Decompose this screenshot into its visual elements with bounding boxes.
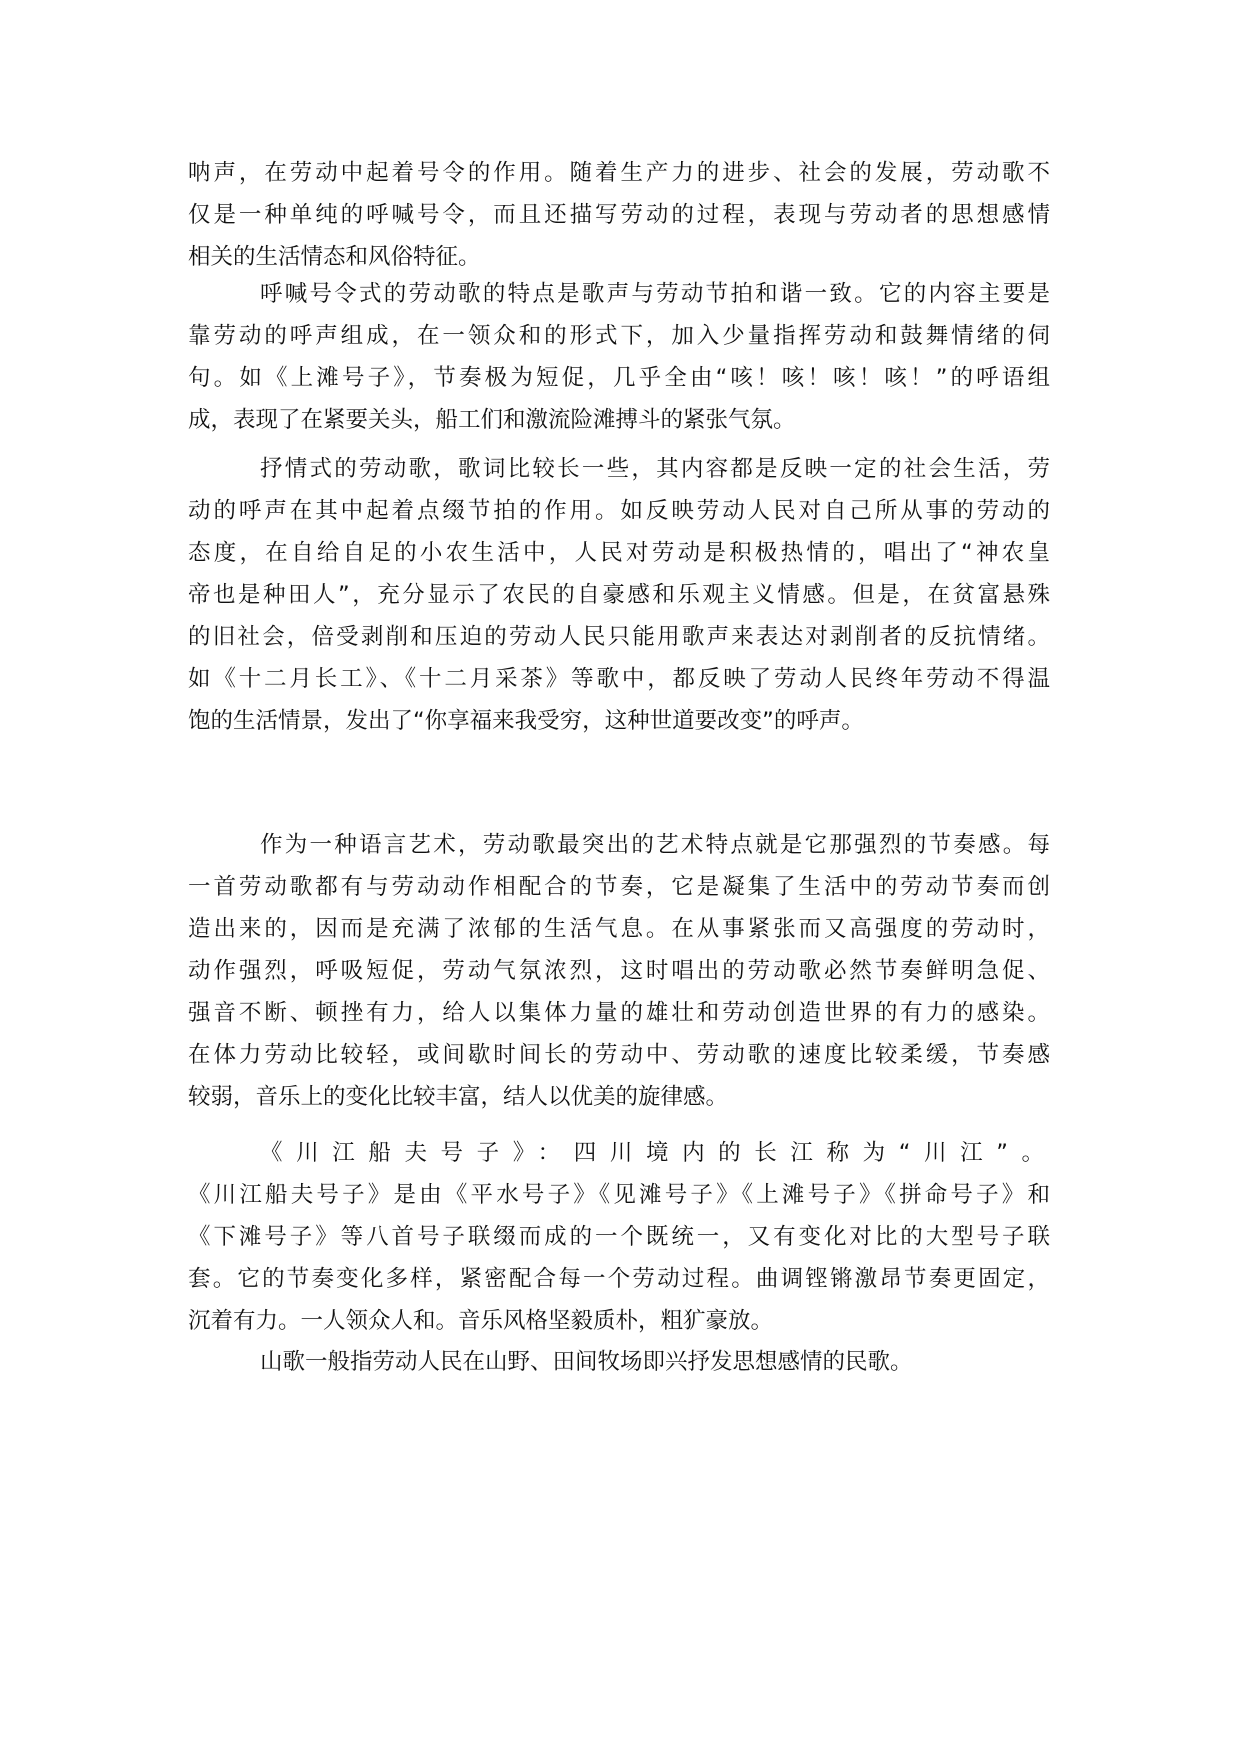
text-line: 相关的生活情态和风俗特征。 xyxy=(188,244,481,270)
text-line: 造出来的，因而是充满了浓郁的生活气息。在从事紧张而又高强度的劳动时， xyxy=(188,916,1050,942)
paragraph-labor-song-intro xyxy=(188,152,1050,278)
text-line: 作为一种语言艺术，劳动歌最突出的艺术特点就是它那强烈的节奏感。每 xyxy=(260,832,1050,858)
paragraph-shouting-style xyxy=(188,273,1050,441)
text-line: 动的呼声在其中起着点缀节拍的作用。如反映劳动人民对自己所从事的劳动的 xyxy=(188,498,1050,524)
text-line: 饱的生活情景，发出了“你享福来我受穷，这种世道要改变”的呼声。 xyxy=(188,708,864,734)
text-line: 沉着有力。一人领众人和。音乐风格坚毅质朴，粗犷豪放。 xyxy=(188,1308,774,1334)
text-line: 呼喊号令式的劳动歌的特点是歌声与劳动节拍和谐一致。它的内容主要是 xyxy=(260,281,1050,307)
text-line: 山歌一般指劳动人民在山野、田间牧场即兴抒发思想感情的民歌。 xyxy=(260,1349,913,1375)
text-line: 较弱，音乐上的变化比较丰富，结人以优美的旋律感。 xyxy=(188,1084,729,1110)
text-line: 句。如《上滩号子》，节奏极为短促，几乎全由“咳！咳！咳！咳！”的呼语组 xyxy=(188,365,1050,391)
text-line: 一首劳动歌都有与劳动动作相配合的节奏，它是凝集了生活中的劳动节奏而创 xyxy=(188,874,1050,900)
paragraph-chuanjiang-boatmen xyxy=(188,1132,1050,1342)
paragraph-mountain-song xyxy=(188,1341,1050,1383)
text-line: 套。它的节奏变化多样，紧密配合每一个劳动过程。曲调铿锵激昂节奏更固定， xyxy=(188,1266,1050,1292)
text-line: 抒情式的劳动歌，歌词比较长一些，其内容都是反映一定的社会生活，劳 xyxy=(260,456,1050,482)
text-line: 在体力劳动比较轻，或间歇时间长的劳动中、劳动歌的速度比较柔缓，节奏感 xyxy=(188,1042,1050,1068)
text-line: 帝也是种田人”，充分显示了农民的自豪感和乐观主义情感。但是，在贫富悬殊 xyxy=(188,582,1050,608)
text-line: 动作强烈，呼吸短促，劳动气氛浓烈，这时唱出的劳动歌必然节奏鲜明急促、 xyxy=(188,958,1050,984)
text-line: 靠劳动的呼声组成，在一领众和的形式下，加入少量指挥劳动和鼓舞情绪的伺 xyxy=(188,323,1050,349)
text-line: 《川江船夫号子》是由《平水号子》《见滩号子》《上滩号子》《拼命号子》和 xyxy=(188,1182,1050,1208)
text-line: 仅是一种单纯的呼喊号令，而且还描写劳动的过程，表现与劳动者的思想感情 xyxy=(188,202,1050,228)
text-line: 态度，在自给自足的小农生活中，人民对劳动是积极热情的，唱出了“神农皇 xyxy=(188,540,1050,566)
text-line: 《下滩号子》等八首号子联缀而成的一个既统一，又有变化对比的大型号子联 xyxy=(188,1224,1050,1250)
text-line: 成，表现了在紧要关头，船工们和激流险滩搏斗的紧张气氛。 xyxy=(188,407,796,433)
text-line: 的旧社会，倍受剥削和压迫的劳动人民只能用歌声来表达对剥削者的反抗情绪。 xyxy=(188,624,1050,650)
paragraph-rhythm xyxy=(188,824,1050,1118)
text-line: 呐声，在劳动中起着号令的作用。随着生产力的进步、社会的发展，劳动歌不 xyxy=(188,160,1050,186)
text-line: 《川江船夫号子》：四川境内的长江称为“川江”。 xyxy=(260,1140,1050,1166)
text-line: 如《十二月长工》、《十二月采茶》等歌中，都反映了劳动人民终年劳动不得温 xyxy=(188,666,1050,692)
paragraph-lyrical-style xyxy=(188,448,1050,742)
text-line: 强音不断、顿挫有力，给人以集体力量的雄壮和劳动创造世界的有力的感染。 xyxy=(188,1000,1050,1026)
